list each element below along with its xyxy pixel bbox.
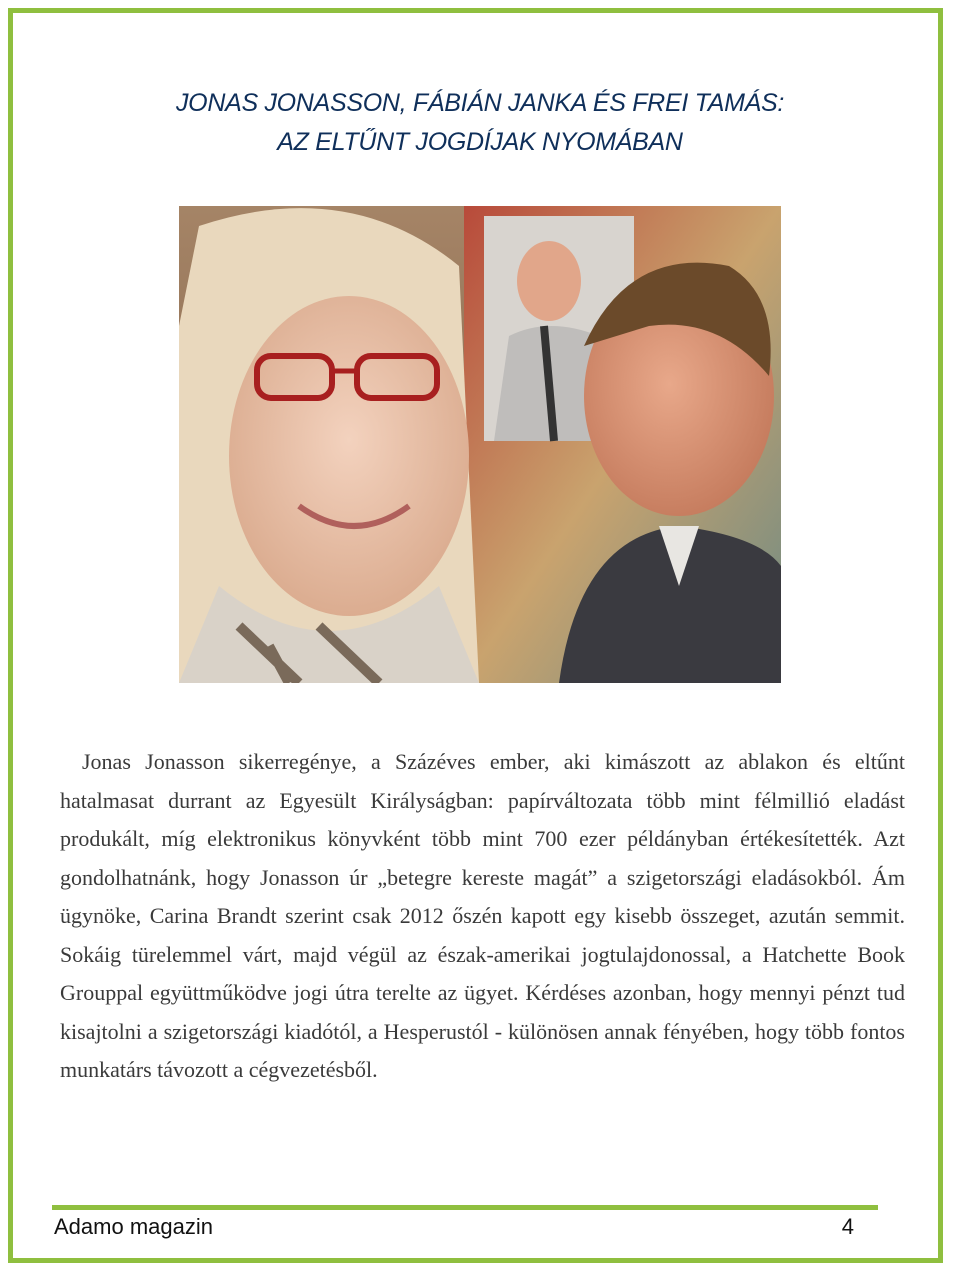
article-photo-collage xyxy=(179,206,781,683)
footer-magazine-name: Adamo magazin xyxy=(54,1214,213,1239)
article-title-line-1: JONAS JONASSON, FÁBIÁN JANKA ÉS FREI TAMÁS: xyxy=(175,89,785,117)
footer-rule xyxy=(52,1205,878,1210)
article-title xyxy=(0,84,960,162)
article-title-line-2: AZ ELTŰNT JOGDÍJAK NYOMÁBAN xyxy=(277,128,683,156)
footer-page-number: 4 xyxy=(841,1214,854,1239)
article-body: Jonas Jonasson sikerregénye, a Százéves ember, aki kimászott az ablakon és eltűnt hatalmasat durrant az Egyesült Királyságban: papírváltozata több mint félmillió eladást produkált, míg elektronikus könyvként több mint 700 ezer példányban értékesítették. Azt gondolhatnánk, hogy Jonasson úr „betegre kereste magát” a szigetországi eladásokból. Ám ügynöke, Carina Brandt szerint csak 2012 őszén kapott egy kisebb összeget, azután semmit. Sokáig türelemmel várt, majd végül az észak-amerikai jogtulajdonossal, a Hatchette Book Grouppal együttműködve jogi útra terelte az ügyet. Kérdéses azonban, hogy mennyi pénzt tud kisajtolni a szigetországi kiadótól, a Hesperustól - különösen annak fényében, hogy több fontos munkatárs távozott a cégvezetésből. xyxy=(60,749,905,1082)
photo-collage-graphic xyxy=(179,206,781,683)
